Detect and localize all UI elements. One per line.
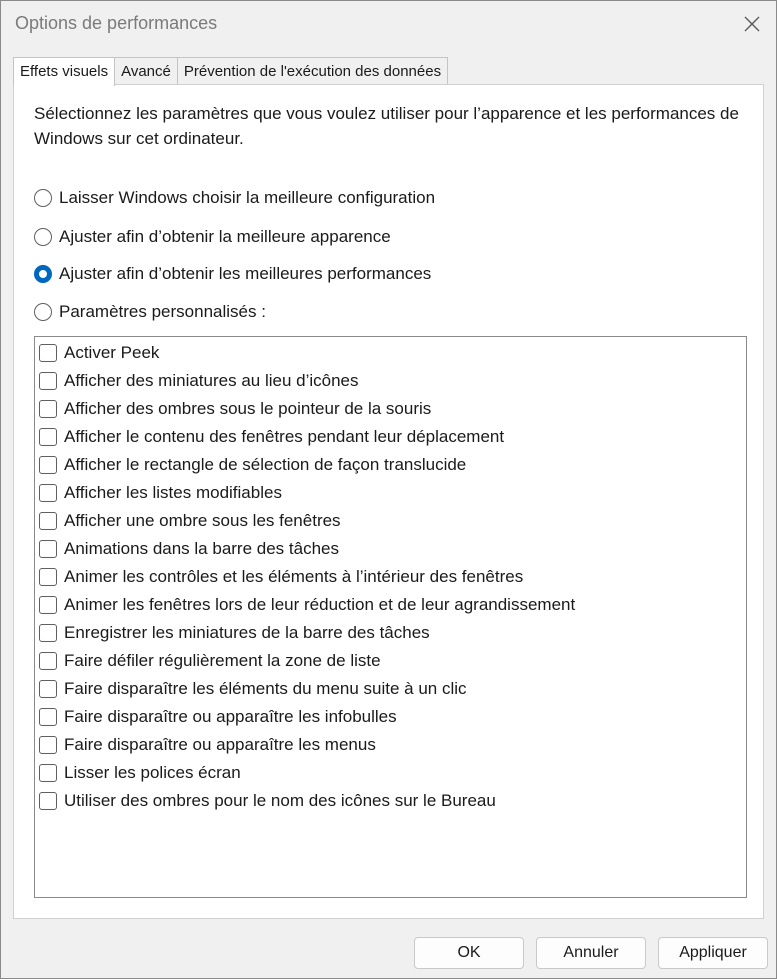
close-icon: [743, 15, 761, 33]
checkbox[interactable]: [39, 512, 57, 530]
checkbox-label: Afficher les listes modifiables: [64, 483, 282, 502]
checkbox-label: Afficher des ombres sous le pointeur de la souris: [64, 399, 432, 418]
checkbox-label: Faire défiler régulièrement la zone de liste: [64, 651, 381, 670]
radio-let-windows-choose[interactable]: [34, 186, 435, 210]
checkbox[interactable]: [39, 428, 57, 446]
list-item[interactable]: [39, 482, 282, 504]
effects-listbox[interactable]: [34, 336, 747, 898]
checkbox-label: Animer les contrôles et les éléments à l’intérieur des fenêtres: [64, 567, 524, 586]
radio-label: Laisser Windows choisir la meilleure configuration: [59, 188, 436, 207]
tab-strip: [13, 57, 447, 85]
apply-button[interactable]: Appliquer: [658, 937, 768, 969]
list-item[interactable]: [39, 426, 504, 448]
list-item[interactable]: [39, 342, 159, 364]
list-item[interactable]: [39, 594, 575, 616]
checkbox[interactable]: [39, 736, 57, 754]
checkbox[interactable]: [39, 624, 57, 642]
radio-label: Paramètres personnalisés :: [59, 302, 266, 321]
checkbox[interactable]: [39, 680, 57, 698]
list-item[interactable]: [39, 398, 431, 420]
list-item[interactable]: [39, 622, 430, 644]
checkbox-label: Faire disparaître ou apparaître les menus: [64, 735, 376, 754]
ok-button[interactable]: OK: [414, 937, 524, 969]
list-item[interactable]: [39, 650, 381, 672]
checkbox[interactable]: [39, 540, 57, 558]
checkbox[interactable]: [39, 596, 57, 614]
list-item[interactable]: [39, 454, 466, 476]
checkbox[interactable]: [39, 568, 57, 586]
radio-button-selected[interactable]: [34, 265, 52, 283]
checkbox-label: Lisser les polices écran: [64, 763, 241, 782]
radio-label: Ajuster afin d’obtenir les meilleures performances: [59, 264, 432, 283]
checkbox[interactable]: [39, 792, 57, 810]
radio-button[interactable]: [34, 189, 52, 207]
checkbox-label: Faire disparaître ou apparaître les infobulles: [64, 707, 397, 726]
checkbox-label: Afficher le rectangle de sélection de façon translucide: [64, 455, 467, 474]
checkbox-label: Afficher une ombre sous les fenêtres: [64, 511, 341, 530]
radio-custom[interactable]: [34, 300, 266, 324]
checkbox-label: Afficher des miniatures au lieu d’icônes: [64, 371, 359, 390]
checkbox[interactable]: [39, 652, 57, 670]
description-text: Sélectionnez les paramètres que vous voulez utiliser pour l’apparence et les performances de Windows sur cet ordinateur.: [34, 104, 739, 148]
list-item[interactable]: [39, 678, 467, 700]
cancel-button[interactable]: Annuler: [536, 937, 646, 969]
checkbox[interactable]: [39, 344, 57, 362]
checkbox[interactable]: [39, 484, 57, 502]
checkbox[interactable]: [39, 372, 57, 390]
checkbox[interactable]: [39, 764, 57, 782]
list-item[interactable]: [39, 762, 241, 784]
checkbox-label: Utiliser des ombres pour le nom des icônes sur le Bureau: [64, 791, 496, 810]
checkbox-label: Afficher le contenu des fenêtres pendant leur déplacement: [64, 427, 505, 446]
radio-best-appearance[interactable]: [34, 225, 391, 249]
checkbox-label: Faire disparaître les éléments du menu suite à un clic: [64, 679, 467, 698]
list-item[interactable]: [39, 734, 376, 756]
list-item[interactable]: [39, 566, 523, 588]
checkbox-label: Enregistrer les miniatures de la barre des tâches: [64, 623, 430, 642]
visual-effects-panel: [13, 84, 764, 919]
list-item[interactable]: [39, 510, 341, 532]
title-bar: [1, 1, 776, 49]
checkbox[interactable]: [39, 708, 57, 726]
tab-data-execution-prevention[interactable]: Prévention de l'exécution des données: [177, 57, 448, 85]
list-item[interactable]: [39, 370, 359, 392]
list-item[interactable]: [39, 706, 397, 728]
radio-best-performance[interactable]: [34, 262, 431, 286]
tab-advanced[interactable]: Avancé: [114, 57, 178, 85]
checkbox-label: Activer Peek: [64, 343, 160, 362]
radio-button[interactable]: [34, 228, 52, 246]
radio-button[interactable]: [34, 303, 52, 321]
checkbox-label: Animer les fenêtres lors de leur réduction et de leur agrandissement: [64, 595, 576, 614]
list-item[interactable]: [39, 538, 339, 560]
close-button[interactable]: [734, 7, 770, 41]
radio-label: Ajuster afin d’obtenir la meilleure apparence: [59, 227, 391, 246]
checkbox-label: Animations dans la barre des tâches: [64, 539, 339, 558]
checkbox[interactable]: [39, 456, 57, 474]
list-item[interactable]: [39, 790, 496, 812]
checkbox[interactable]: [39, 400, 57, 418]
window-title: Options de performances: [15, 13, 218, 33]
tab-visual-effects[interactable]: Effets visuels: [13, 57, 115, 86]
